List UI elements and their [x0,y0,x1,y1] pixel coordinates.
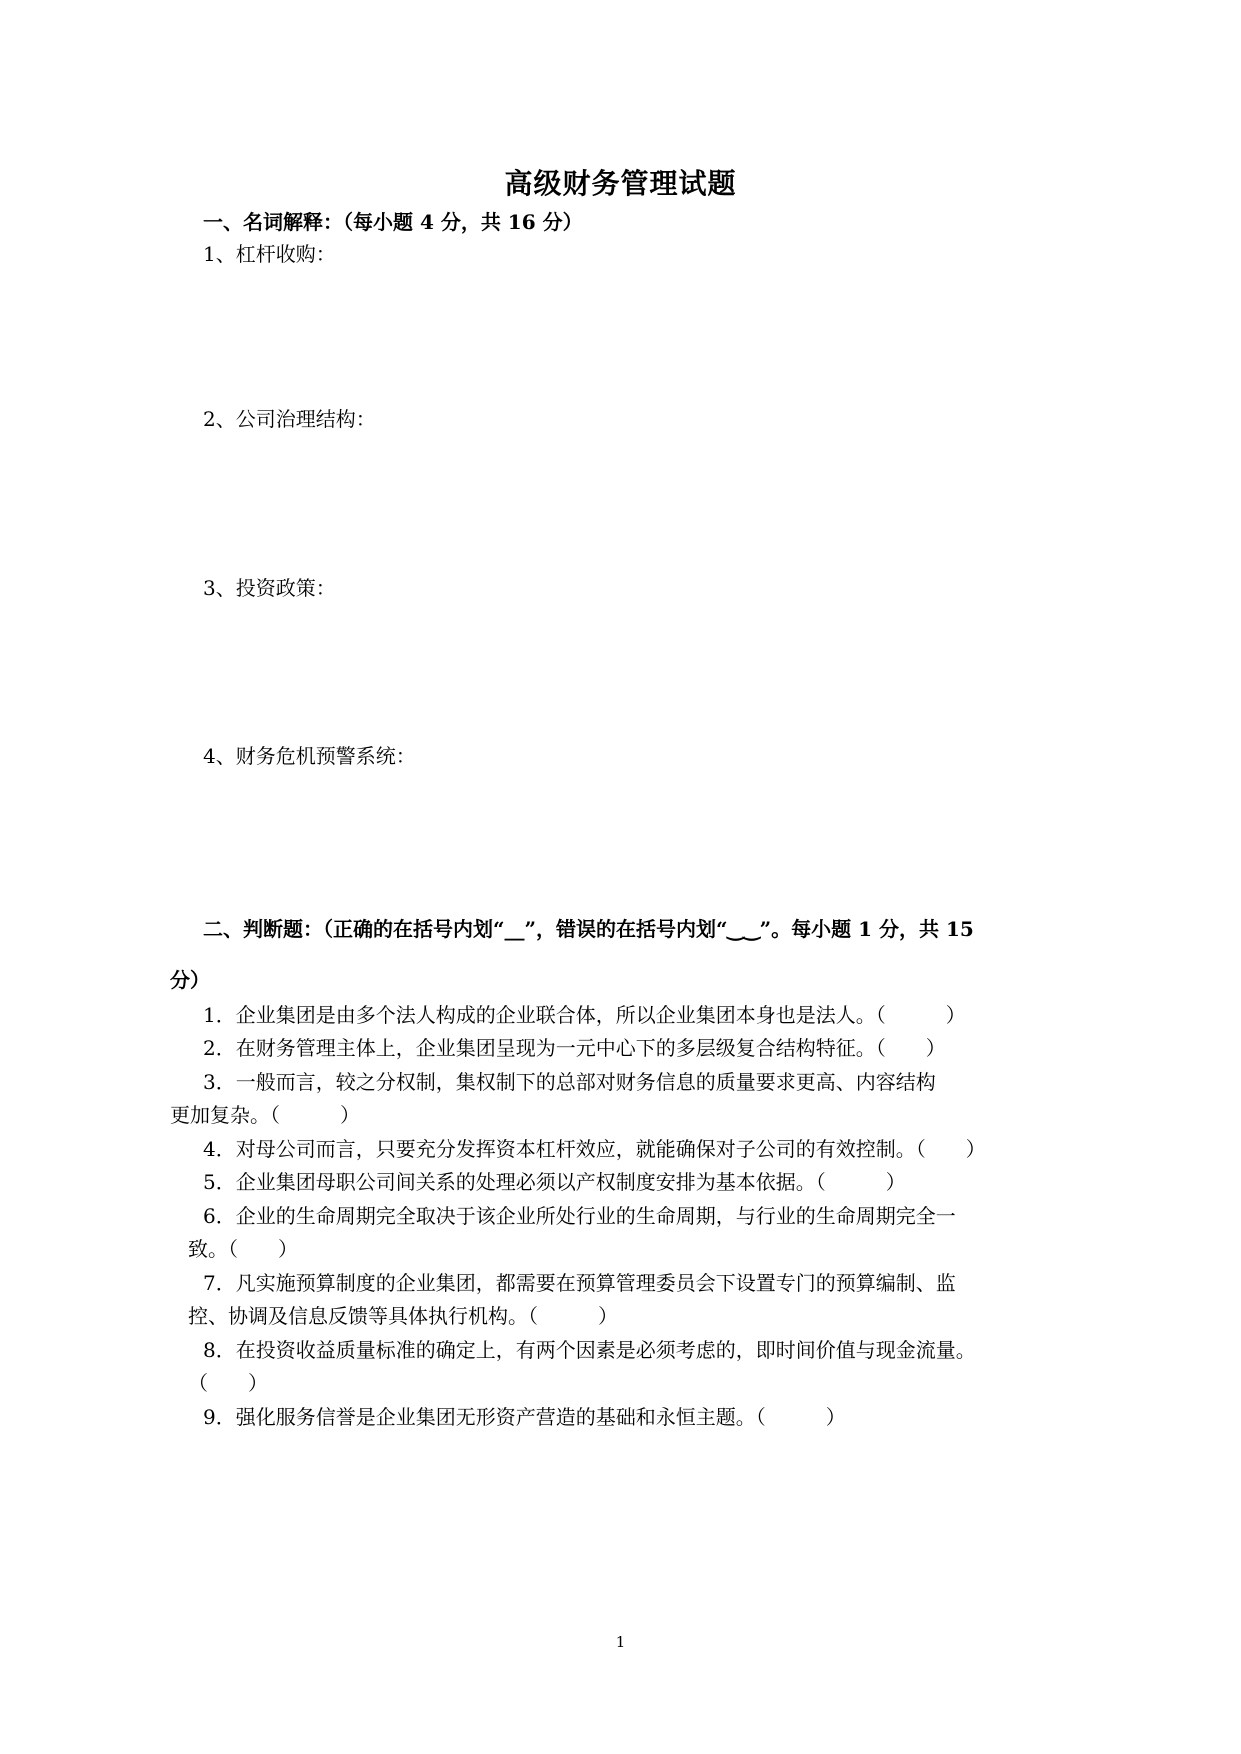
question-6: 6．企业的生命周期完全取决于该企业所处行业的生命周期，与行业的生命周期完全一 [203,1204,956,1228]
question-9: 9．强化服务信誉是企业集团无形资产营造的基础和永恒主题。（ ） [203,1405,846,1429]
term-item-3: 3、投资政策： [203,576,336,600]
question-7-cont: 控、协调及信息反馈等具体执行机构。（ ） [188,1304,618,1328]
page-title: 高级财务管理试题 [504,167,737,200]
term-item-1: 1、杠杆收购： [203,242,336,266]
section2-heading-cont: 分） [170,968,210,992]
page-number: 1 [615,1633,626,1651]
term-item-4: 4、财务危机预警系统： [203,744,416,768]
question-8-cont: （ ） [188,1371,268,1395]
question-5: 5．企业集团母职公司间关系的处理必须以产权制度安排为基本依据。（ ） [203,1170,906,1194]
section1-heading: 一、名词解释：（每小题 4 分，共 16 分） [203,210,583,234]
question-8: 8．在投资收益质量标准的确定上，有两个因素是必须考虑的，即时间价值与现金流量。 [203,1338,976,1362]
question-1: 1．企业集团是由多个法人构成的企业联合体，所以企业集团本身也是法人。（ ） [203,1003,966,1027]
term-item-2: 2、公司治理结构： [203,407,376,431]
section2-heading: 二、判断题：（正确的在括号内划“__”，错误的在括号内划“‿‿”。每小题 1 分，共 15 [203,917,974,941]
question-6-cont: 致。（ ） [188,1237,298,1261]
question-2: 2．在财务管理主体上，企业集团呈现为一元中心下的多层级复合结构特征。（ ） [203,1036,946,1060]
question-7: 7．凡实施预算制度的企业集团，都需要在预算管理委员会下设置专门的预算编制、监 [203,1271,956,1295]
question-3-cont: 更加复杂。（ ） [170,1103,360,1127]
question-3: 3．一般而言，较之分权制，集权制下的总部对财务信息的质量要求更高、内容结构 [203,1070,936,1094]
question-4: 4．对母公司而言，只要充分发挥资本杠杆效应，就能确保对子公司的有效控制。（ ） [203,1137,986,1161]
